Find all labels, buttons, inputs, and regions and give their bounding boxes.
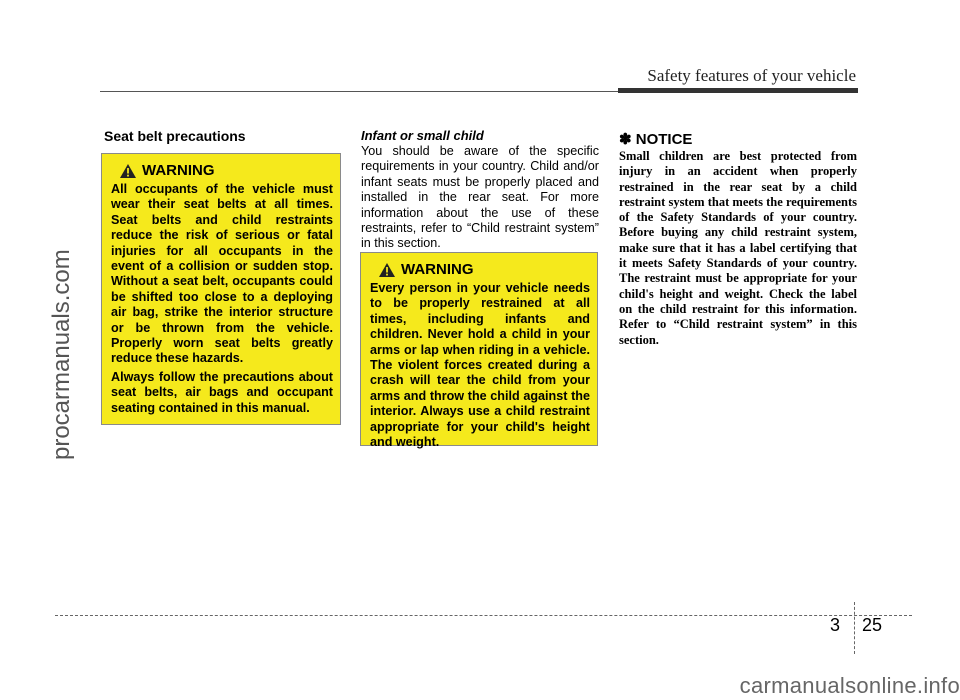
bottom-watermark: carmanualsonline.info	[739, 673, 960, 698]
header-rule-bar	[618, 88, 858, 93]
seat-belt-precautions-heading: Seat belt precautions	[104, 128, 246, 144]
page-number: 25	[862, 615, 883, 635]
notice-title: NOTICE	[635, 131, 693, 148]
infant-child-heading: Infant or small child	[361, 128, 484, 143]
warning-box-child	[360, 252, 598, 450]
side-watermark: procarmanuals.com	[48, 249, 75, 460]
warning-box-seat-belts	[101, 153, 341, 425]
footer-divider	[55, 615, 912, 616]
asterisk-icon: ✽	[619, 131, 632, 148]
warning-paragraph: All occupants of the vehicle must wear their seat belts at all times. Seat belts and child restraints reduce the risk of serious or fatal injuries for all occupants in the event of a collision or sudden stop. Without a seat belt, occupants could be shifted too close to a deploying air bag, strike the interior structure or be thrown from the vehicle. Properly worn seat belts greatly reduce these hazards.	[111, 182, 333, 366]
infant-child-body: You should be aware of the specific requirements in your country. Child and/or infant seats must be properly placed and installed in the rear seat. For more information about the use of these restraints, refer to “Child restraint system” in this section.	[361, 144, 599, 251]
warning-triangle-icon	[119, 163, 137, 179]
warning-header	[119, 162, 333, 179]
chapter-number: 3	[830, 615, 841, 635]
header-rule	[100, 91, 620, 92]
warning-triangle-icon	[378, 262, 396, 278]
warning-paragraph: Always follow the precautions about seat belts, air bags and occupant seating contained in this manual.	[111, 369, 333, 415]
notice-body: Small children are best protected from injury in an accident when properly restrained in the rear seat by a child restraint system that meets the requirements of the Safety Standards of your country. Before buying any child restraint system, make sure that it has a label certifying that it meets Safety Standards of your country. The restraint must be appropriate for your child's height and weight. Check the label on the child restraint for this information. Refer to “Child restraint system” in this section.	[619, 149, 857, 347]
notice-heading	[619, 130, 692, 148]
warning-paragraph: Every person in your vehicle needs to be properly restrained at all times, including infants and children. Never hold a child in your arms or lap when riding in a vehicle. The violent forces created during a crash will tear the child from your arms and throw the child against the interior. Always use a child restraint appropriate for your child's height and weight.	[370, 281, 590, 450]
section-title: Safety features of your vehicle	[647, 66, 856, 85]
warning-header	[378, 261, 590, 278]
page-number-separator	[854, 602, 855, 654]
warning-title: WARNING	[142, 162, 215, 179]
warning-title: WARNING	[401, 261, 474, 278]
